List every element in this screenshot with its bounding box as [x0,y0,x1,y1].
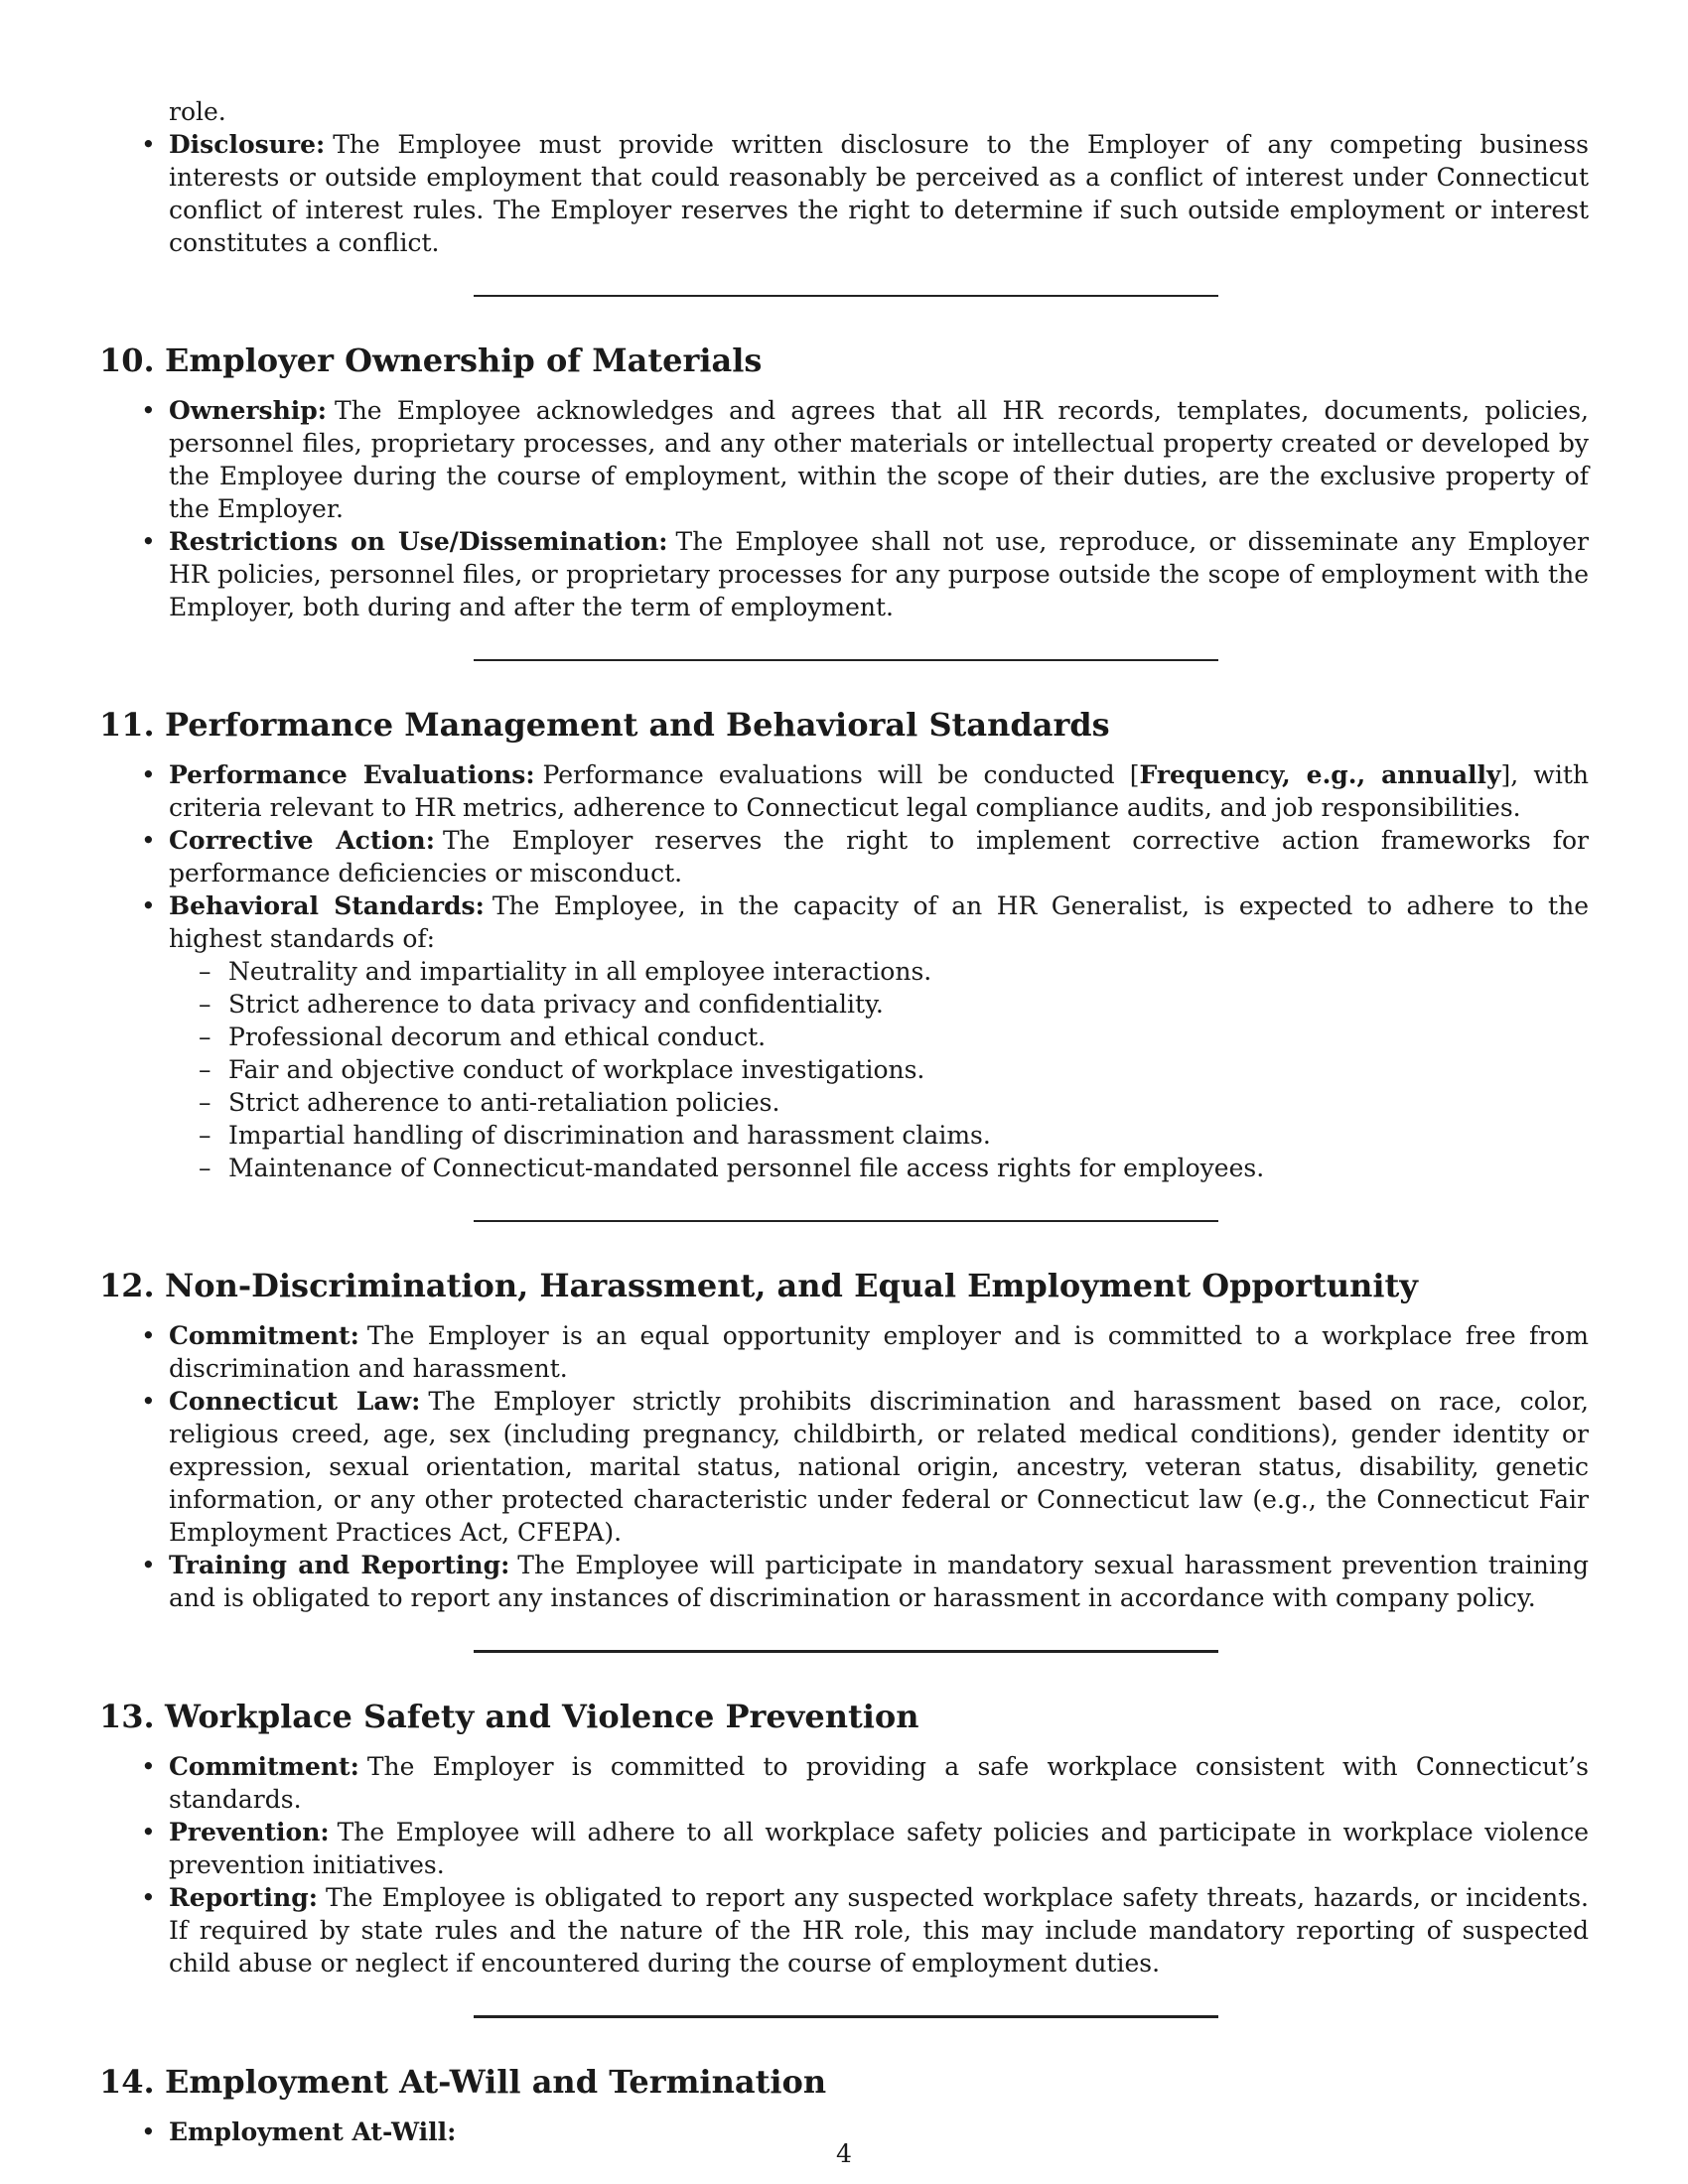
page-number: 4 [836,2139,852,2168]
item-term: Prevention: [169,1818,330,1846]
item-text: The Employee, in the capacity of an HR Generalist, is expected to adhere to the highest standards of: [169,891,1589,953]
list-item [169,1881,1589,1979]
section-11-list [99,758,1589,1184]
item-text: The Employee will participate in mandatory sexual harassment prevention training and is obligated to report any instances of discrimination or harassment in accordance with company policy. [169,1551,1589,1612]
item-text: The Employer strictly prohibits discrimination and harassment based on race, color, religious creed, age, sex (including pregnancy, childbirth, or related medical conditions), gender identity or expression, sexual orientation, marital status, national origin, ancestry, veteran status, disability, genetic information, or any other protected characteristic under federal or Connecticut law (e.g., the Connecticut Fair Employment Practices Act, CFEPA). [169,1387,1589,1547]
list-item [169,1549,1589,1614]
list-item [169,1816,1589,1881]
section-title: Non-Discrimination, Harassment, and Equal Employment Opportunity [165,1267,1418,1304]
list-item [169,824,1589,889]
item-text: The Employer is committed to providing a safe workplace consistent with Connecticut’s standards. [169,1752,1589,1814]
list-item [169,1319,1589,1385]
section-number: 11. [99,706,155,744]
section-9-list [99,128,1589,259]
list-item [169,1750,1589,1816]
section-divider [474,1650,1218,1653]
sublist-item: – Strict adherence to data privacy and confidentiality. [228,988,1589,1021]
section-13-list [99,1750,1589,1979]
list-item [169,525,1589,623]
section-12-list [99,1319,1589,1614]
section-title: Performance Management and Behavioral Standards [165,706,1110,744]
sublist-item: – Impartial handling of discrimination and harassment claims. [228,1119,1589,1152]
section-number: 13. [99,1698,155,1735]
list-item [169,128,1589,259]
item-term: Ownership: [169,396,328,425]
section-divider [474,2015,1218,2018]
item-text: The Employee must provide written disclosure to the Employer of any competing business interests or outside employment that could reasonably be perceived as a conflict of interest under Connecticut conflict of interest rules. The Employer reserves the right to determine if such outside employment or interest constitutes a conflict. [169,130,1589,257]
item-term: Training and Reporting: [169,1551,510,1579]
item-text: The Employee will adhere to all workplace safety policies and participate in workplace violence prevention initiatives. [169,1818,1589,1879]
section-title: Employment At-Will and Termination [165,2063,827,2101]
item-text: The Employee acknowledges and agrees that all HR records, templates, documents, policies, personnel files, proprietary processes, and any other materials or intellectual property created or developed by the Employee during the course of employment, within the scope of their duties, are the exclusive property of the Employer. [169,396,1589,523]
section-divider [474,659,1218,661]
list-item [169,889,1589,1184]
item-text: The Employer is an equal opportunity employer and is committed to a workplace free from discrimination and harassment. [169,1321,1589,1383]
section-divider [474,295,1218,297]
section-title: Employer Ownership of Materials [165,341,763,379]
list-item [169,758,1589,824]
item-term: Connecticut Law: [169,1387,421,1416]
item-term: Employment At-Will: [169,2117,457,2146]
page-content [99,95,1589,2148]
item-term: Commitment: [169,1321,359,1350]
item-term: Commitment: [169,1752,359,1781]
list-item [169,394,1589,525]
section-heading [99,1697,1589,1736]
item-term: Reporting: [169,1883,318,1912]
section-title: Workplace Safety and Violence Prevention [165,1698,919,1735]
list-item [169,1385,1589,1549]
item-term: Restrictions on Use/Dissemination: [169,527,668,556]
section-divider [474,1220,1218,1222]
sublist-item: – Maintenance of Connecticut-mandated personnel file access rights for employees. [228,1152,1589,1184]
continuation-text: role. [169,97,226,126]
behavioral-standards-sublist [169,955,1589,1184]
item-term: Corrective Action: [169,826,435,855]
section-10-list [99,394,1589,623]
section-number: 14. [99,2063,155,2101]
item-text: The Employee is obligated to report any suspected workplace safety threats, hazards, or incidents. If required by state rules and the nature of the HR role, this may include mandatory reporting of suspected child abuse or neglect if encountered during the course of employment duties. [169,1883,1589,1978]
sublist-item: – Professional decorum and ethical conduct. [228,1021,1589,1053]
item-text-before: Performance evaluations will be conducted [ [542,760,1140,789]
item-term: Disclosure: [169,130,326,159]
sublist-item: – Strict adherence to anti-retaliation policies. [228,1086,1589,1119]
item-text: The Employer reserves the right to implement corrective action frameworks for performance deficiencies or misconduct. [169,826,1590,887]
section-heading [99,705,1589,745]
frequency-placeholder: Frequency, e.g., annually [1139,760,1501,789]
section-heading [99,341,1589,380]
item-text: The Employee shall not use, reproduce, or disseminate any Employer HR policies, personnel files, or proprietary processes for any purpose outside the scope of employment with the Employer, both during and after the term of employment. [169,527,1589,621]
sublist-item: – Fair and objective conduct of workplace investigations. [228,1053,1589,1086]
section-heading [99,2062,1589,2102]
sublist-item: – Neutrality and impartiality in all employee interactions. [228,955,1589,988]
section-heading [99,1266,1589,1305]
item-text-after: ], with criteria relevant to HR metrics, adherence to Connecticut legal compliance audits, and job responsibilities. [169,760,1589,822]
item-term: Behavioral Standards: [169,891,485,920]
section-number: 12. [99,1267,155,1304]
section-number: 10. [99,341,155,379]
item-term: Performance Evaluations: [169,760,535,789]
